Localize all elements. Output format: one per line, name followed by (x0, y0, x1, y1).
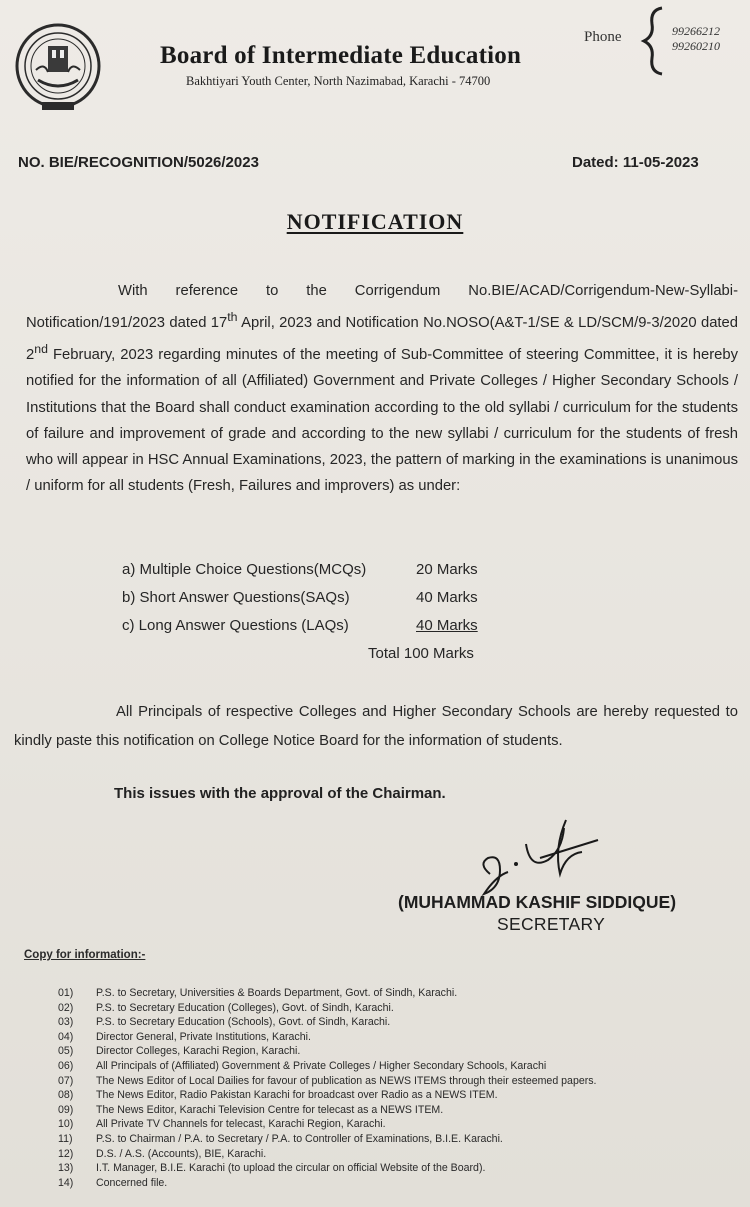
list-item: 02) P.S. to Secretary Education (Colleges), Govt. of Sindh, Karachi. (58, 1001, 394, 1014)
marks-total: Total 100 Marks (368, 645, 474, 662)
org-address: Bakhtiyari Youth Center, North Nazimabad, Karachi - 74700 (186, 74, 491, 88)
list-item: 11) P.S. to Chairman / P.A. to Secretary / P.A. to Controller of Examinations, B.I.E. Karachi. (58, 1132, 503, 1145)
title-text: NOTIFICATION (286, 209, 464, 234)
marks-row (122, 556, 502, 584)
curly-brace-icon (640, 6, 668, 76)
list-item: 09) The News Editor, Karachi Television Centre for telecast as a NEWS ITEM. (58, 1103, 444, 1116)
date: Dated: 11-05-2023 (572, 154, 699, 171)
list-item: 05) Director Colleges, Karachi Region, Karachi. (58, 1045, 301, 1058)
marks-value: 40 Marks (416, 617, 478, 634)
copy-heading: Copy for information:- (24, 949, 146, 961)
marks-table (122, 556, 502, 668)
signatory-title: SECRETARY (497, 914, 606, 934)
list-item: 06) All Principals of (Affiliated) Government & Private Colleges / Higher Secondary Schools, Karachi (58, 1059, 547, 1072)
board-seal-logo (14, 22, 102, 114)
list-item: 13) I.T. Manager, B.I.E. Karachi (to upload the circular on official Website of the Board). (58, 1162, 486, 1175)
notification-title (0, 209, 750, 235)
phone-number-2: 99260210 (672, 39, 720, 53)
phone-label: Phone (584, 29, 622, 45)
list-item: 10) All Private TV Channels for telecast, Karachi Region, Karachi. (58, 1118, 386, 1131)
marks-value: 20 Marks (416, 561, 478, 578)
list-item: 03) P.S. to Secretary Education (Schools), Govt. of Sindh, Karachi. (58, 1016, 391, 1029)
body-paragraph-2: All Principals of respective Colleges and Higher Secondary Schools are hereby requested to kindly paste this notification on College Notice Board for the information of students. (14, 704, 738, 749)
phone-number-1: 99266212 (672, 24, 720, 38)
list-item: 08) The News Editor, Radio Pakistan Karachi for broadcast over Radio as a NEWS ITEM. (58, 1089, 498, 1102)
phone-numbers (672, 24, 720, 54)
list-item: 01) P.S. to Secretary, Universities & Boards Department, Govt. of Sindh, Karachi. (58, 987, 458, 999)
marks-label: c) Long Answer Questions (LAQs) (122, 617, 349, 634)
marks-row (122, 584, 502, 612)
org-name: Board of Intermediate Education (160, 42, 522, 69)
list-item: 12) D.S. / A.S. (Accounts), BIE, Karachi. (58, 1147, 267, 1160)
copy-list (58, 986, 738, 1190)
marks-row (122, 612, 502, 640)
marks-label: b) Short Answer Questions(SAQs) (122, 589, 350, 606)
marks-label: a) Multiple Choice Questions(MCQs) (122, 561, 367, 578)
list-item: 07) The News Editor of Local Dailies for favour of publication as NEWS ITEMS through their esteemed papers. (58, 1074, 597, 1087)
reference-number: NO. BIE/RECOGNITION/5026/2023 (18, 154, 259, 171)
marks-value: 40 Marks (416, 589, 478, 606)
marks-total-row (122, 640, 502, 668)
approval-line: This issues with the approval of the Chairman. (114, 785, 446, 802)
signature (470, 814, 610, 900)
list-item: 14) Concerned file. (58, 1176, 168, 1189)
body-paragraph-1: With reference to the Corrigendum No.BIE/ACAD/Corrigendum-New-Syllabi-Notification/191/2023 dated 17th April, 2023 and Notification No.NOSO(A&T-1/SE & LD/SCM/9-3/2020 dated 2nd February, 2023 regarding minutes of the meeting of Sub-Committee of steering Committee, it is hereby notified for the information of all (Affiliated) Government and Private Colleges / Higher Secondary Schools / Institutions that the Board shall conduct examination according to the old syllabi / curriculum for the students of failure and improvement of grade and according to the new syllabi / curriculum for the students of fresh who will appear in HSC Annual Examinations, 2023, the pattern of marking in the examinations is unanimous / uniform for all students (Fresh, Failures and improvers) as under: (26, 283, 738, 495)
signatory-name: (MUHAMMAD KASHIF SIDDIQUE) (398, 892, 677, 912)
list-item: 04) Director General, Private Institutions, Karachi. (58, 1030, 311, 1043)
